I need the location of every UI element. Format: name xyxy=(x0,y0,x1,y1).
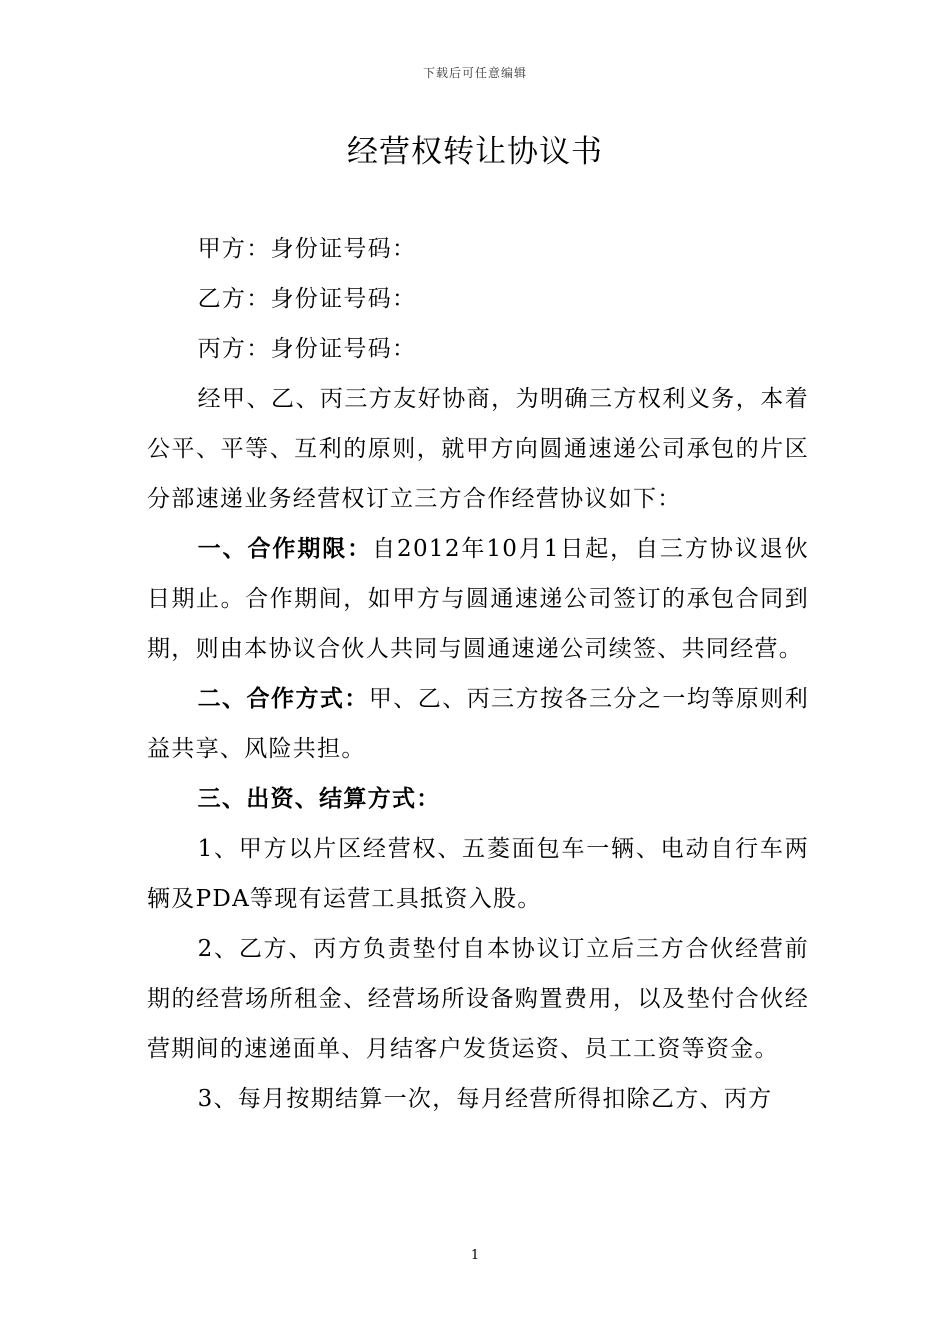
section-1-text: 自2012年10月1日起，自三方协议退伙日期止。合作期间，如甲方与圆通速递公司签订的承包合同到期，则由本协议合伙人共同与圆通速递公司续签、共同经营。 xyxy=(147,536,809,662)
document-title: 经营权转让协议书 xyxy=(347,134,603,170)
section-2-text: 甲、乙、丙三方按各三分之一均等原则利益共享、风险共担。 xyxy=(147,686,809,762)
header-note: 下载后可任意编辑 xyxy=(422,66,527,80)
section-3-heading: 三、出资、结算方式： xyxy=(197,786,441,812)
document-body xyxy=(147,224,809,1124)
intro-paragraph: 经甲、乙、丙三方友好协商，为明确三方权利义务，本着公平、平等、互利的原则，就甲方向圆通速递公司承包的片区分部速递业务经营权订立三方合作经营协议如下： xyxy=(147,386,809,512)
section-3-item-2: 2、乙方、丙方负责垫付自本协议订立后三方合伙经营前期的经营场所租金、经营场所设备购置费用，以及垫付合伙经营期间的速递面单、月结客户发货运资、员工工资等资金。 xyxy=(147,936,809,1062)
section-3-item-1: 1、甲方以片区经营权、五菱面包车一辆、电动自行车两辆及PDA等现有运营工具抵资入股。 xyxy=(147,836,809,912)
party-a-line: 甲方：身份证号码： xyxy=(197,236,417,262)
party-b-line: 乙方：身份证号码： xyxy=(197,286,417,312)
section-2-heading: 二、合作方式： xyxy=(197,686,369,712)
page-number: 1 xyxy=(470,1248,480,1263)
party-c-line: 丙方：身份证号码： xyxy=(197,336,417,362)
section-1-paragraph xyxy=(147,524,809,674)
section-1-heading: 一、合作期限： xyxy=(197,536,373,562)
section-3-item-3: 3、每月按期结算一次，每月经营所得扣除乙方、丙方 xyxy=(197,1086,773,1112)
section-3-paragraph xyxy=(147,774,809,824)
section-2-paragraph xyxy=(147,674,809,774)
